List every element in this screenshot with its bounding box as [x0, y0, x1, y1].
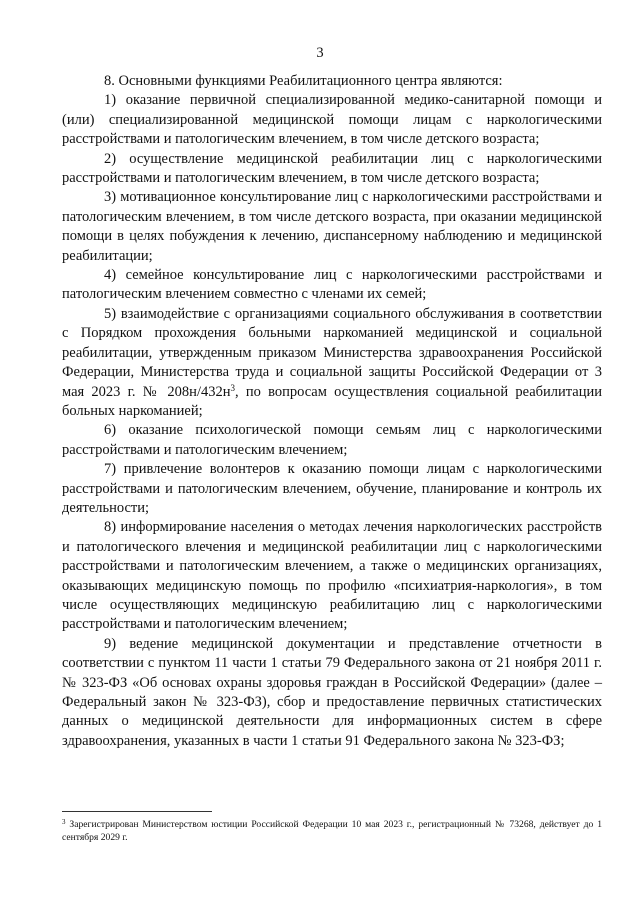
- footnote: [62, 818, 602, 844]
- item-text: оказание психологической помощи семьям лиц с наркологическими расстройствами и патологическим влечением;: [62, 422, 602, 458]
- page-number: 3: [316, 45, 324, 61]
- document-body: [62, 72, 602, 751]
- item-number: 5): [104, 305, 117, 322]
- section-heading: 8. Основными функциями Реабилитационного центра являются:: [104, 73, 503, 89]
- item-text: мотивационное консультирование лиц с наркологическими расстройствами и патологическим влечением, в том числе детского возраста, при оказании медицинской помощи в целях побуждения к лечению, диспансерному наблюдению и медицинской реабилитации;: [62, 189, 602, 264]
- item-text: осуществление медицинской реабилитации лиц с наркологическими расстройствами и патологическим влечением, в том числе детского возраста;: [62, 150, 603, 187]
- list-item: [62, 266, 602, 305]
- item-number: 1): [104, 92, 117, 109]
- footnote-text: Зарегистрирован Министерством юстиции Российской Федерации 10 мая 2023 г., регистрационный № 73268, действует до 1 сентября 2029 г.: [62, 819, 602, 843]
- list-item: [62, 518, 602, 634]
- footnote-mark: 3: [62, 818, 66, 826]
- item-text: семейное консультирование лиц с наркологическими расстройствами и патологическим влечением совместно с членами их семей;: [62, 267, 602, 303]
- item-text: информирование населения о методах лечения наркологических расстройств и патологического влечения и медицинской реабилитации лиц с наркологическими расстройствами и патологическим влечением, а также о медицинских организациях, оказывающих медицинскую помощь по профилю «психиатрия-наркология», в том числе осуществляющих медицинскую реабилитацию лиц с наркологическими расстройствами и патологическим влечением;: [62, 519, 603, 633]
- item-number: 3): [104, 189, 117, 206]
- item-text: взаимодействие с организациями социального обслуживания в соответствии с Порядком прохождения больными наркоманией медицинской и социальной реабилитации, утвержденным приказом Министерства здравоохранения Российской Федерации, Министерства труда и социальной защиты Российской Федерации от 3 мая 2023 г. № 208н/432н: [62, 305, 603, 400]
- item-number: 7): [104, 461, 117, 478]
- item-number: 6): [104, 422, 117, 439]
- item-number: 2): [104, 150, 117, 167]
- item-text-continued: , по вопросам осуществления социальной реабилитации больных наркоманией;: [62, 383, 602, 419]
- item-text: привлечение волонтеров к оказанию помощи лицам с наркологическими расстройствами и патологическим влечением, обучение, планирование и контроль их деятельности;: [62, 461, 602, 516]
- list-item: [62, 421, 602, 460]
- footnote-reference: 3: [230, 382, 235, 393]
- list-item: [62, 150, 602, 189]
- list-item: [62, 635, 602, 751]
- item-number: 8): [104, 519, 117, 536]
- item-number: 9): [104, 635, 117, 652]
- list-item: [62, 305, 602, 421]
- list-item: [62, 460, 602, 518]
- item-text: оказание первичной специализированной медико-санитарной помощи и (или) специализированной медицинской помощи лицам с наркологическими расстройствами и патологическим влечением, в том числе детского возраста;: [62, 92, 603, 148]
- footnote-divider: [62, 811, 212, 812]
- item-number: 4): [104, 267, 117, 284]
- list-item: [62, 188, 602, 266]
- item-text: ведение медицинской документации и представление отчетности в соответствии с пунктом 11 части 1 статьи 79 Федерального закона от 21 ноября 2011 г. № 323-ФЗ «Об основах охраны здоровья граждан в Российской Федерации» (далее – Федеральный закон № 323-ФЗ), сбор и предоставление первичных статистических данных о медицинской деятельности для информационных систем в сфере здравоохранения, указанных в части 1 статьи 91 Федерального закона № 323-ФЗ;: [62, 635, 603, 749]
- list-item: [62, 91, 602, 149]
